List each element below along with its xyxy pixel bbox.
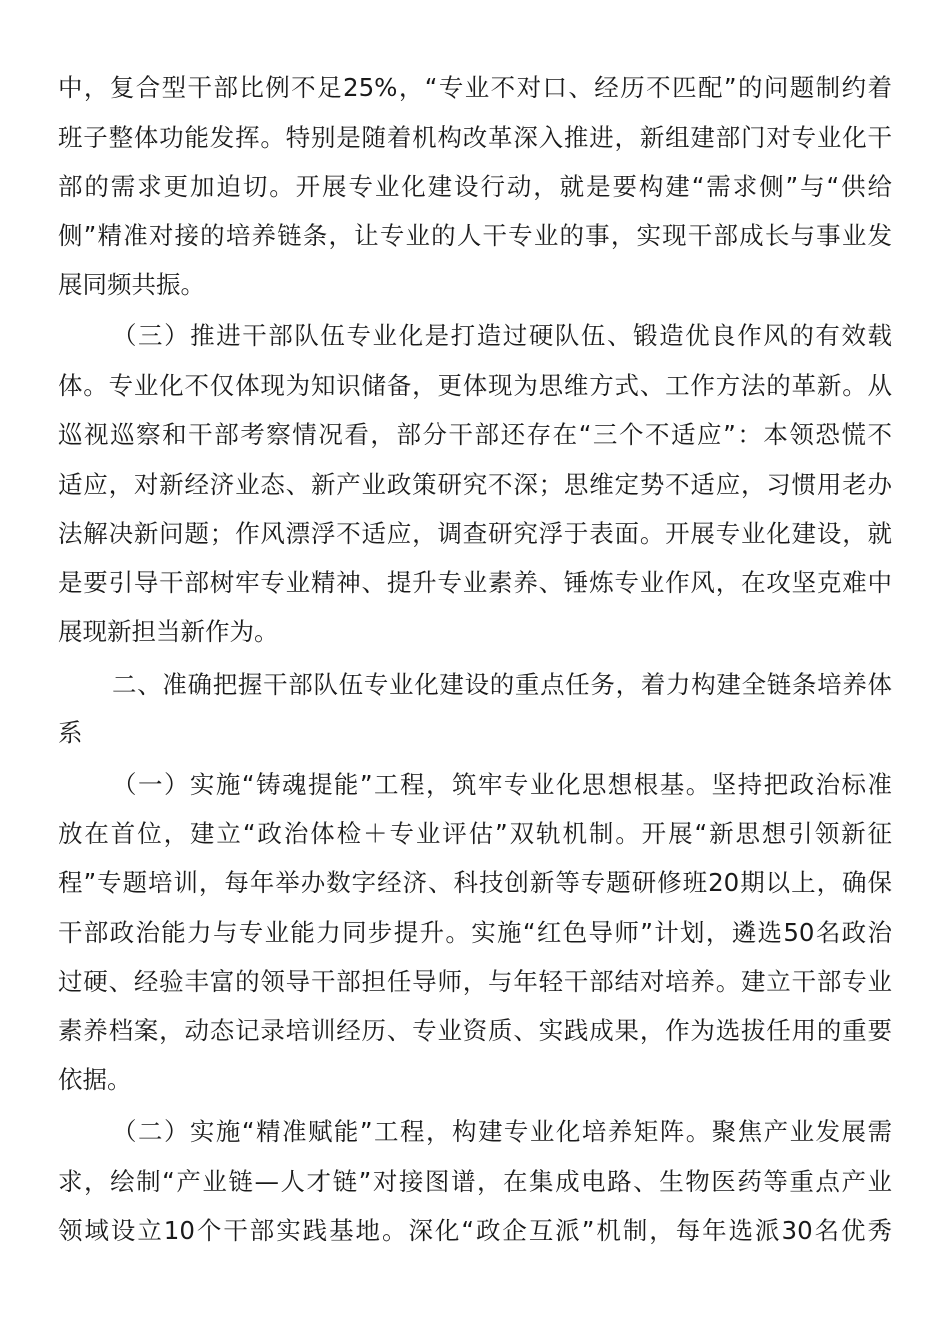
text-line-8: 巡视巡察和干部考察情况看，部分干部还存在“三个不适应”：本领恐慌不 xyxy=(58,420,892,449)
section-heading-line-2: 系 xyxy=(58,718,83,747)
text-line-18: 干部政治能力与专业能力同步提升。实施“红色导师”计划，遴选50名政治 xyxy=(58,918,892,947)
text-line-7: 体。专业化不仅体现为知识储备，更体现为思维方式、工作方法的革新。从 xyxy=(58,371,892,400)
text-line-11: 是要引导干部树牢专业精神、提升专业素养、锤炼专业作风，在攻坚克难中 xyxy=(58,568,892,597)
text-line-23: 求，绘制“产业链—人才链”对接图谱，在集成电路、生物医药等重点产业 xyxy=(58,1167,892,1196)
text-line-17: 程”专题培训，每年举办数字经济、科技创新等专题研修班20期以上，确保 xyxy=(58,868,892,897)
text-line-9: 适应，对新经济业态、新产业政策研究不深；思维定势不适应，习惯用老办 xyxy=(58,470,892,499)
text-line-4: 侧”精准对接的培养链条，让专业的人干专业的事，实现干部成长与事业发 xyxy=(58,221,892,250)
text-line-15: （一）实施“铸魂提能”工程，筑牢专业化思想根基。坚持把政治标准 xyxy=(112,770,892,799)
text-line-10: 法解决新问题；作风漂浮不适应，调查研究浮于表面。开展专业化建设，就 xyxy=(58,519,892,548)
section-heading-line-1: 二、准确把握干部队伍专业化建设的重点任务，着力构建全链条培养体 xyxy=(112,670,892,699)
text-line-2: 班子整体功能发挥。特别是随着机构改革深入推进，新组建部门对专业化干 xyxy=(58,123,892,152)
text-line-16: 放在首位，建立“政治体检＋专业评估”双轨机制。开展“新思想引领新征 xyxy=(58,819,892,848)
text-line-24: 领域设立10个干部实践基地。深化“政企互派”机制，每年选派30名优秀 xyxy=(58,1216,892,1245)
text-line-22: （二）实施“精准赋能”工程，构建专业化培养矩阵。聚焦产业发展需 xyxy=(112,1117,892,1146)
text-line-6: （三）推进干部队伍专业化是打造过硬队伍、锻造优良作风的有效载 xyxy=(112,321,892,350)
text-line-3: 部的需求更加迫切。开展专业化建设行动，就是要构建“需求侧”与“供给 xyxy=(58,172,892,201)
text-line-1: 中，复合型干部比例不足25%，“专业不对口、经历不匹配”的问题制约着 xyxy=(58,73,892,102)
text-line-21: 依据。 xyxy=(58,1065,132,1094)
text-line-19: 过硬、经验丰富的领导干部担任导师，与年轻干部结对培养。建立干部专业 xyxy=(58,967,892,996)
text-line-5: 展同频共振。 xyxy=(58,270,205,299)
text-line-12: 展现新担当新作为。 xyxy=(58,617,279,646)
text-line-20: 素养档案，动态记录培训经历、专业资质、实践成果，作为选拔任用的重要 xyxy=(58,1016,892,1045)
